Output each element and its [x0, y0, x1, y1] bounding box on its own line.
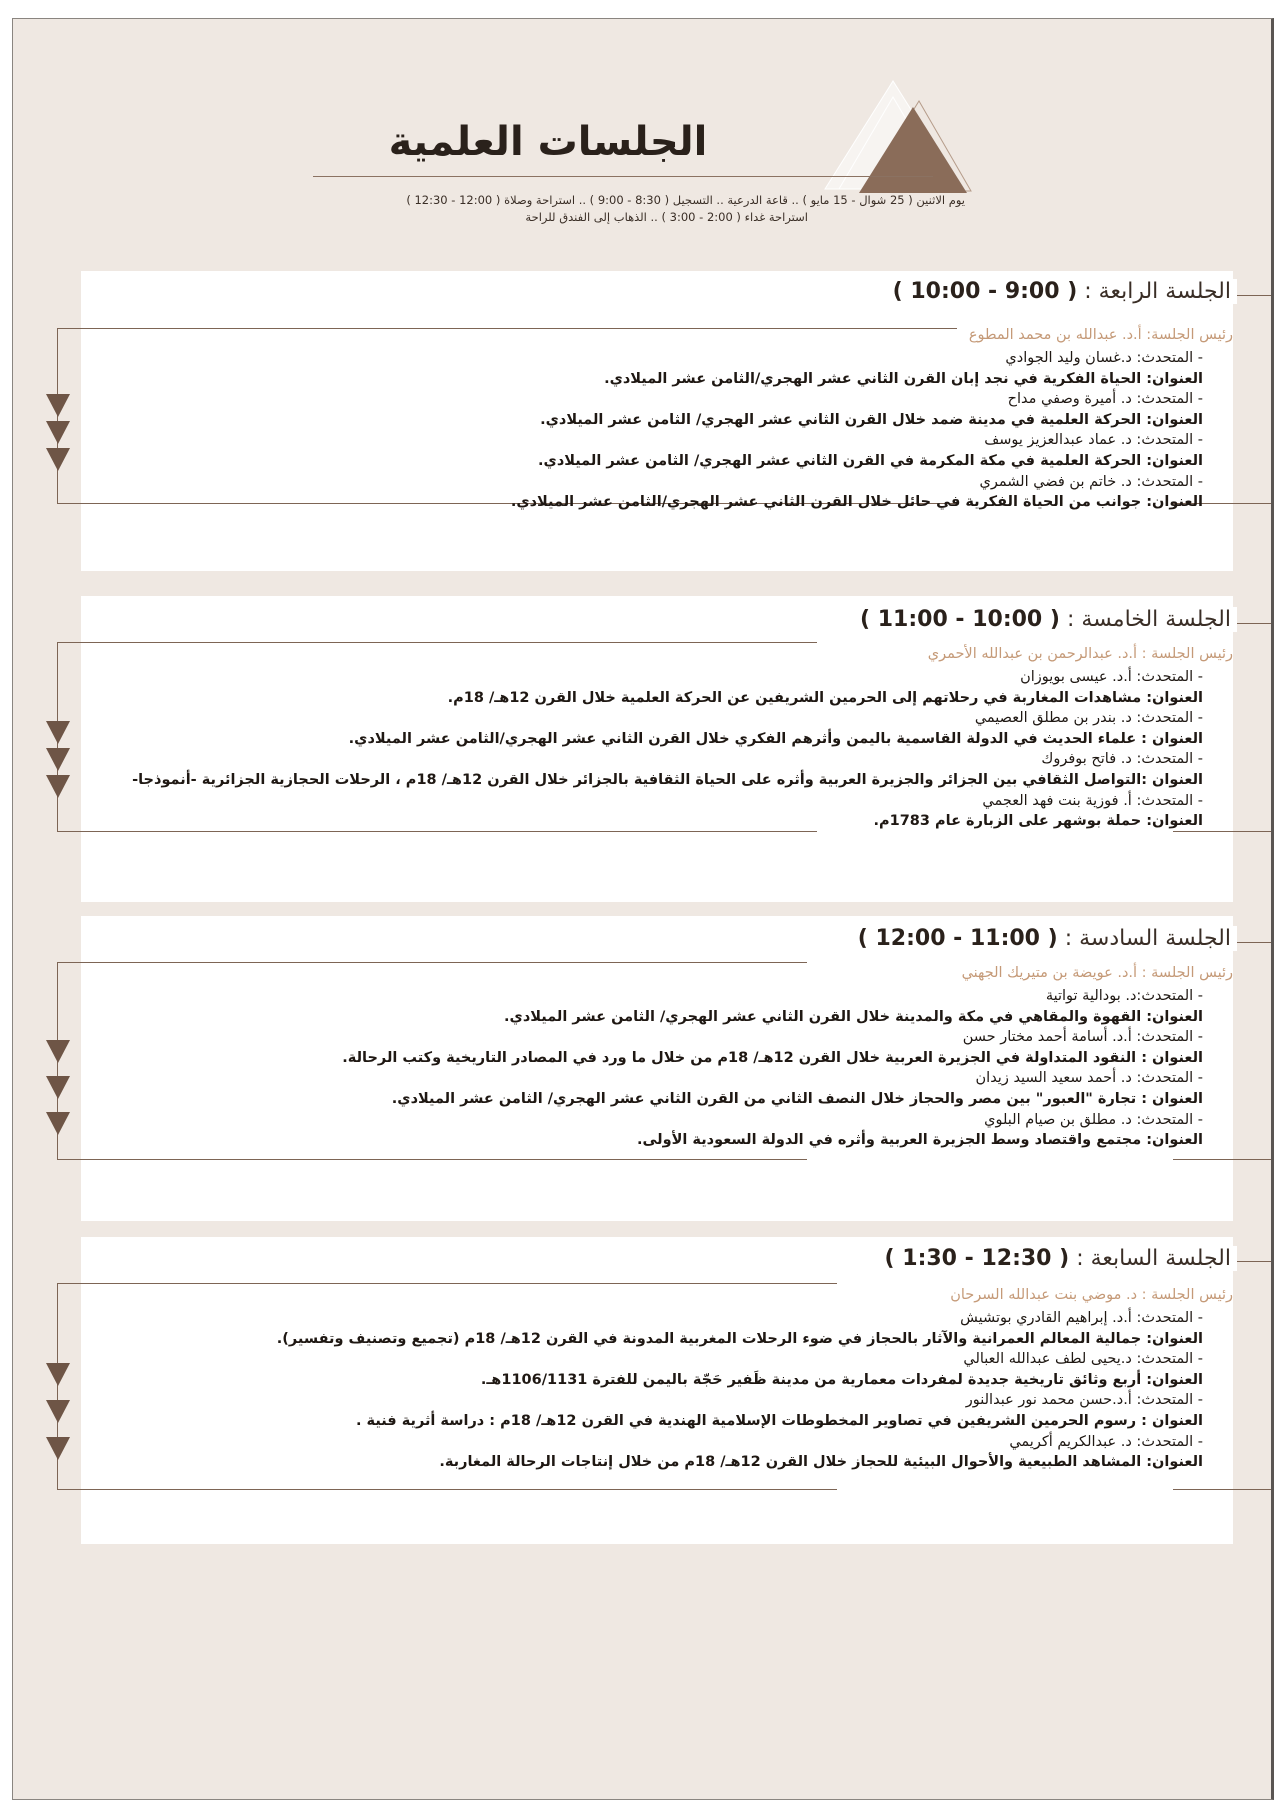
- session-name: الجلسة السادسة :: [1064, 926, 1231, 951]
- paper-title-line: العنوان : النقود المتداولة في الجزيرة العربية خلال القرن 12هـ/ 18م من خلال ما ورد في المصادر التاريخية وكتب الرحالة.: [342, 1049, 1203, 1066]
- session-chair: رئيس الجلسة: أ.د. عبدالله بن محمد المطوع: [968, 327, 1233, 343]
- speaker-line: - المتحدث: د. عماد عبدالعزيز يوسف: [984, 432, 1203, 449]
- schedule-info-line-1: يوم الاثنين ( 25 شوال - 15 مايو ) .. قاعة الدرعية .. التسجيل ( 8:30 - 9:00 ) .. استراحة وصلاة ( 12:00 - 12:30 ): [406, 193, 965, 207]
- session-card-5: [81, 596, 1233, 902]
- paper-title-line: العنوان: أربع وثائق تاريخية جديدة لمفردات معمارية من مدينة ظَفير حَجّة باليمن للفترة 1106/1131هـ.: [480, 1371, 1203, 1388]
- session-title: [887, 279, 1237, 304]
- session-time: ( 9:00 - 10:00 ): [892, 279, 1078, 304]
- session-title: [854, 607, 1237, 632]
- paper-title-line: العنوان : تجارة "العبور" بين مصر والحجاز خلال النصف الثاني من القرن الثاني عشر الهجري/ الثامن عشر الميلادي.: [391, 1090, 1203, 1107]
- paper-title-line: العنوان: الحياة الفكرية في نجد إبان القرن الثاني عشر الهجري/الثامن عشر الميلادي.: [604, 370, 1203, 387]
- speaker-line: - المتحدث: أ.د. عيسى بويوزان: [1020, 669, 1203, 685]
- page-title: الجلسات العلمية: [388, 119, 708, 165]
- speaker-line: - المتحدث: أ.د. إبراهيم القادري بوتشيش: [960, 1310, 1203, 1326]
- session-time: ( 10:00 - 11:00 ): [860, 607, 1060, 632]
- speaker-line: - المتحدث: أ.د.حسن محمد نور عبدالنور: [965, 1392, 1203, 1409]
- speaker-line: - المتحدث: د. خاتم بن فضي الشمري: [979, 473, 1203, 490]
- session-name: الجلسة الرابعة :: [1084, 279, 1231, 304]
- paper-title-line: العنوان: جوانب من الحياة الفكرية في حائل خلال القرن الثاني عشر الهجري/الثامن عشر الميلادي.: [510, 494, 1203, 511]
- session-lines: [63, 1308, 1203, 1473]
- title-divider: [313, 176, 933, 177]
- paper-title-line: العنوان: جمالية المعالم العمرانية والآثار بالحجاز في ضوء الرحلات المغربية المدونة في القرن 12هـ/ 18م (تجميع وتصنيف وتفسير).: [276, 1330, 1203, 1347]
- session-chair: رئيس الجلسة : د. موضي بنت عبدالله السرحان: [950, 1287, 1233, 1303]
- speaker-line: - المتحدث: د.يحيى لطف عبدالله العبالي: [963, 1351, 1203, 1368]
- speaker-line: - المتحدث: د. بندر بن مطلق العصيمي: [974, 710, 1203, 727]
- session-card-4: [81, 271, 1233, 571]
- session-chair: رئيس الجلسة : أ.د. عويضة بن متيريك الجهني: [961, 965, 1233, 981]
- triangles-decoration: [823, 79, 973, 199]
- session-name: الجلسة الخامسة :: [1066, 607, 1231, 632]
- session-card-7: [81, 1237, 1233, 1544]
- session-title: [852, 926, 1237, 951]
- session-lines: [63, 348, 1203, 513]
- speaker-line: - المتحدث: د. أميرة وصفي مداح: [1007, 391, 1203, 408]
- session-time: ( 12:30 - 1:30 ): [884, 1246, 1070, 1271]
- program-page: [12, 18, 1274, 1800]
- paper-title-line: العنوان: الحركة العلمية في مكة المكرمة في القرن الثاني عشر الهجري/ الثامن عشر الميلادي.: [538, 452, 1203, 469]
- session-title: [879, 1246, 1237, 1271]
- session-lines: [63, 986, 1203, 1151]
- session-lines: [63, 667, 1203, 832]
- paper-title-line: العنوان: حملة بوشهر على الزبارة عام 1783م.: [873, 813, 1203, 830]
- paper-title-line: العنوان: الحركة العلمية في مدينة ضمد خلال القرن الثاني عشر الهجري/ الثامن عشر الميلادي.: [540, 411, 1203, 428]
- paper-title-line: العنوان : رسوم الحرمين الشريفين في تصاوير المخطوطات الإسلامية الهندية في القرن 12هـ/ 18م : دراسة أثرية فنية .: [355, 1412, 1203, 1429]
- session-name: الجلسة السابعة :: [1076, 1246, 1231, 1271]
- session-card-6: [81, 916, 1233, 1221]
- session-chair: رئيس الجلسة : أ.د. عبدالرحمن بن عبدالله الأحمري: [927, 646, 1233, 662]
- speaker-line: - المتحدث: د. أحمد سعيد السيد زيدان: [975, 1070, 1203, 1087]
- paper-title-line: العنوان: مجتمع واقتصاد وسط الجزيرة العربية وأثره في الدولة السعودية الأولى.: [636, 1132, 1203, 1149]
- speaker-line: - المتحدث: د. مطلق بن صيام البلوي: [984, 1111, 1203, 1128]
- schedule-info-line-2: استراحة غداء ( 2:00 - 3:00 ) .. الذهاب إلى الفندق للراحة: [525, 210, 808, 224]
- paper-title-line: العنوان: القهوة والمقاهي في مكة والمدينة خلال القرن الثاني عشر الهجري/ الثامن عشر الميلادي.: [504, 1008, 1203, 1025]
- paper-title-line: العنوان: المشاهد الطبيعية والأحوال البيئية للحجاز خلال القرن 12هـ/ 18م من خلال إنتاجات الرحالة المغاربة.: [439, 1454, 1203, 1471]
- paper-title-line: العنوان : علماء الحديث في الدولة القاسمية باليمن وأثرهم الفكري خلال القرن الثاني عشر الهجري/الثامن عشر الميلادي.: [348, 730, 1203, 747]
- speaker-line: - المتحدث: أ.د. أسامة أحمد مختار حسن: [962, 1029, 1203, 1046]
- session-time: ( 11:00 - 12:00 ): [857, 926, 1058, 951]
- speaker-line: - المتحدث: أ. فوزية بنت فهد العجمي: [982, 792, 1203, 809]
- speaker-line: - المتحدث: د.غسان وليد الجوادي: [1005, 350, 1203, 366]
- speaker-line: - المتحدث: د. عبدالكريم أكريمي: [1009, 1433, 1203, 1450]
- speaker-line: - المتحدث: د. فاتح بوفروك: [1041, 751, 1203, 768]
- paper-title-line: العنوان :التواصل الثقافي بين الجزائر والجزيرة العربية وأثره على الحياة الثقافية بالجزائر خلال القرن 12هـ/ 18م ، الرحلات الحجازية الجزائرية -أنموذجا-: [132, 771, 1203, 788]
- speaker-line: - المتحدث:د. بودالية تواتية: [1045, 988, 1203, 1004]
- paper-title-line: العنوان: مشاهدات المغاربة في رحلاتهم إلى الحرمين الشريفين عن الحركة العلمية خلال القرن 12هـ/ 18م.: [447, 689, 1203, 706]
